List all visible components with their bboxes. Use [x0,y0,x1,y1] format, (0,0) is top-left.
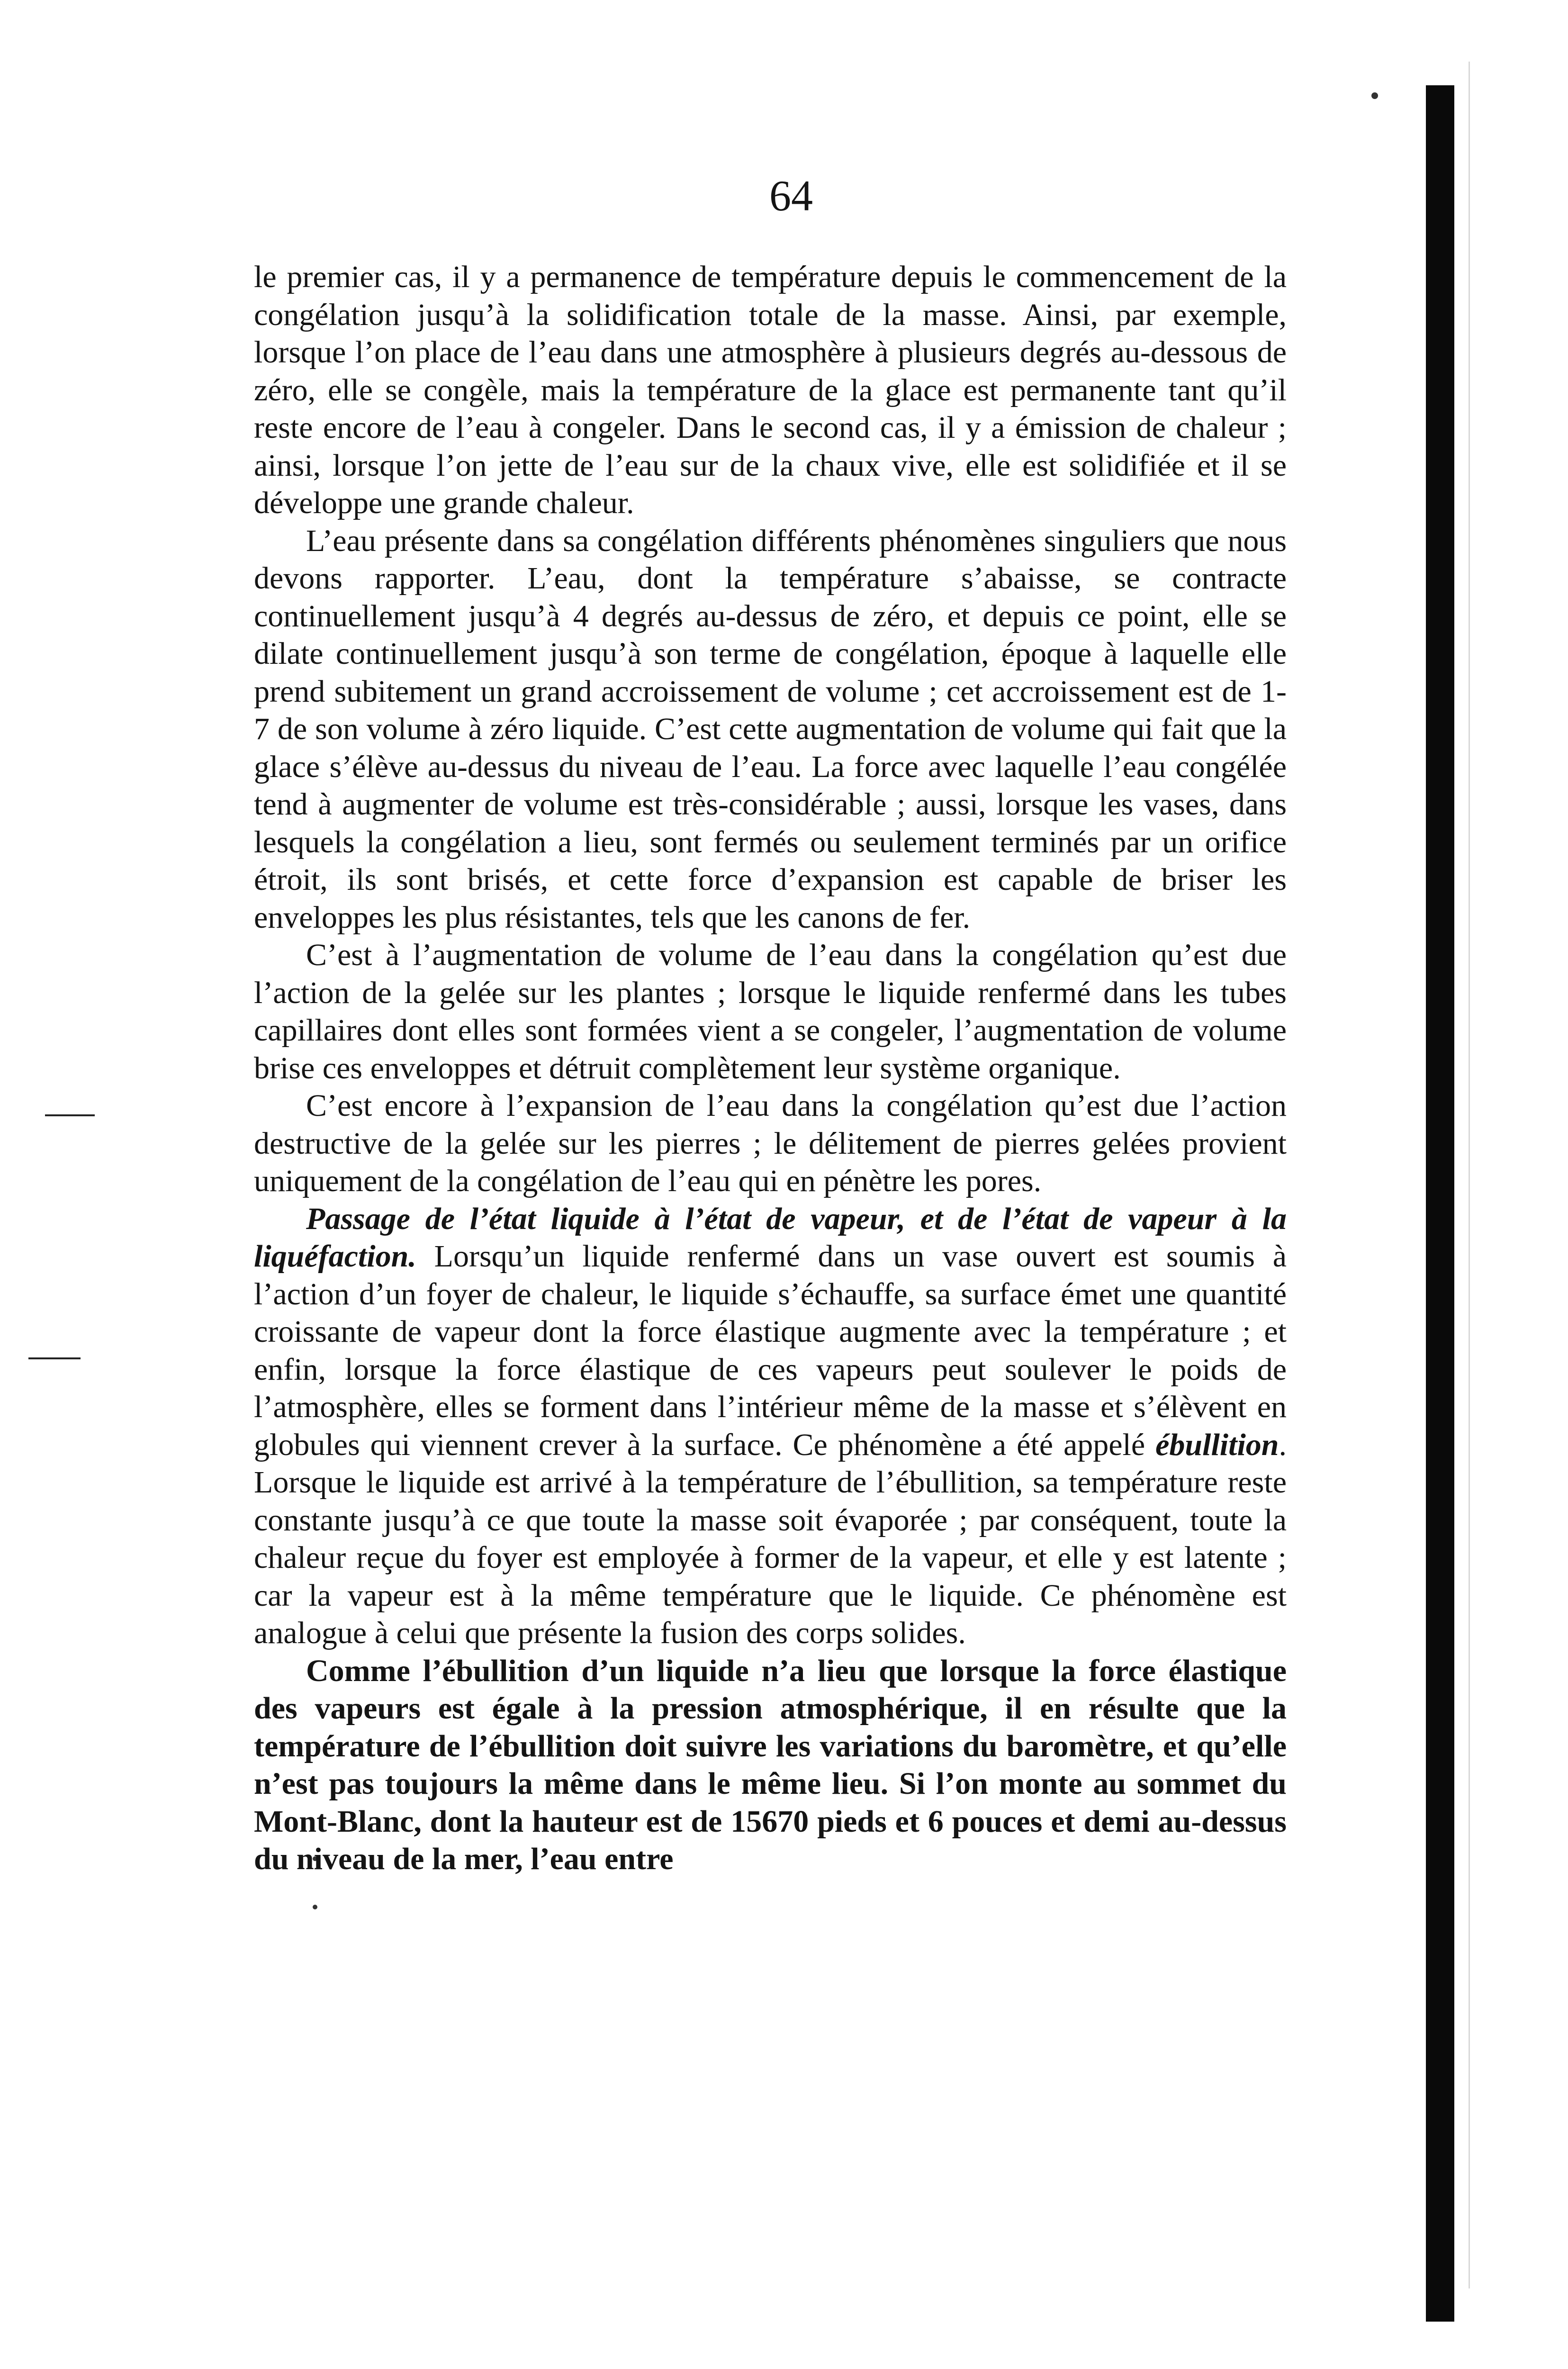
binding-shadow [1426,85,1454,2322]
paragraph-text: Lorsqu’un liquide renfermé dans un vase ouvert est soumis à l’action d’un foyer de chaleur, le liquide s’échauffe, sa surface émet une quantité croissante de vapeur dont la force élastique augmente avec la température ; et enfin, lorsque la force élastique de ces vapeurs peut soulever le poids de l’atmosphère, elles se forment dans l’intérieur même de la masse et s’élèvent en globules qui viennent crever à la surface. Ce phénomène a été appelé [254,1239,1287,1462]
term-ebullition: ébullition [1155,1427,1279,1462]
ink-speck [313,1905,317,1909]
paragraph-text: . Lorsque le liquide est arrivé à la température de l’ébullition, sa température reste constante jusqu’à ce que toute la masse soit évaporée ; par conséquent, toute la chaleur reçue du foyer est employée à former de la vapeur, et elle y est latente ; car la vapeur est à la même température que le liquide. Ce phénomène est analogue à celui que présente la fusion des corps solides. [254,1427,1287,1650]
margin-mark [45,1114,95,1116]
binding-edge [1469,62,1470,2288]
margin-mark [28,1357,81,1359]
page-number: 64 [769,172,813,220]
paragraph-vaporization [254,1200,1287,1652]
paragraph-boiling-pressure: Comme l’ébullition d’un liquide n’a lieu que lorsque la force élastique des vapeurs est égale à la pression atmosphérique, il en résulte que la température de l’ébullition doit suivre les variations du baromètre, et qu’elle n’est pas toujours la même dans le même lieu. Si l’on monte au sommet du Mont-Blanc, dont la hauteur est de 15670 pieds et 6 pouces et demi au-dessus du niveau de la mer, l’eau entre [254,1653,1287,1876]
ink-speck [1371,92,1378,99]
paragraph-water-freezing: L’eau présente dans sa congélation différents phénomènes singuliers que nous devons rapporter. L’eau, dont la température s’abaisse, se contracte continuellement jusqu’à 4 degrés au-dessus de zéro, et depuis ce point, elle se dilate continuellement jusqu’à son terme de congélation, époque à laquelle elle prend subitement un grand accroissement de volume ; cet accroissement est de 1-7 de son volume à zéro liquide. C’est cette augmentation de volume qui fait que la glace s’élève au-dessus du niveau de l’eau. La force avec laquelle l’eau congélée tend à augmenter de volume est très-considérable ; aussi, lorsque les vases, dans lesquels la congélation a lieu, sont fermés ou seulement terminés par un orifice étroit, ils sont brisés, et cette force d’expansion est capable de briser les enveloppes les plus résistantes, tels que les canons de fer. [254,523,1287,935]
body-text [254,258,1287,1878]
paragraph-continuation: le premier cas, il y a permanence de température depuis le commencement de la congélation jusqu’à la solidification totale de la masse. Ainsi, par exemple, lorsque l’on place de l’eau dans une atmosphère à plusieurs degrés au-dessous de zéro, elle se congèle, mais la température de la glace est permanente tant qu’il reste encore de l’eau à congeler. Dans le second cas, il y a émission de chaleur ; ainsi, lorsque l’on jette de l’eau sur de la chaux vive, elle est solidifiée et il se développe une grande chaleur. [254,260,1287,520]
paragraph-frost-stones: C’est encore à l’expansion de l’eau dans la congélation qu’est due l’action destructive de la gelée sur les pierres ; le délitement de pierres gelées provient uniquement de la congélation de l’eau qui en pénètre les pores. [254,1088,1287,1198]
paragraph-frost-plants: C’est à l’augmentation de volume de l’eau dans la congélation qu’est due l’action de la gelée sur les plantes ; lorsque le liquide renfermé dans les tubes capillaires dont elles sont formées vient a se congeler, l’augmentation de volume brise ces enveloppes et détruit complètement leur système organique. [254,938,1287,1085]
section-heading: Passage de l’état liquide à l’état de vapeur, et de l’état de vapeur à la liquéfaction. [254,1201,1287,1274]
